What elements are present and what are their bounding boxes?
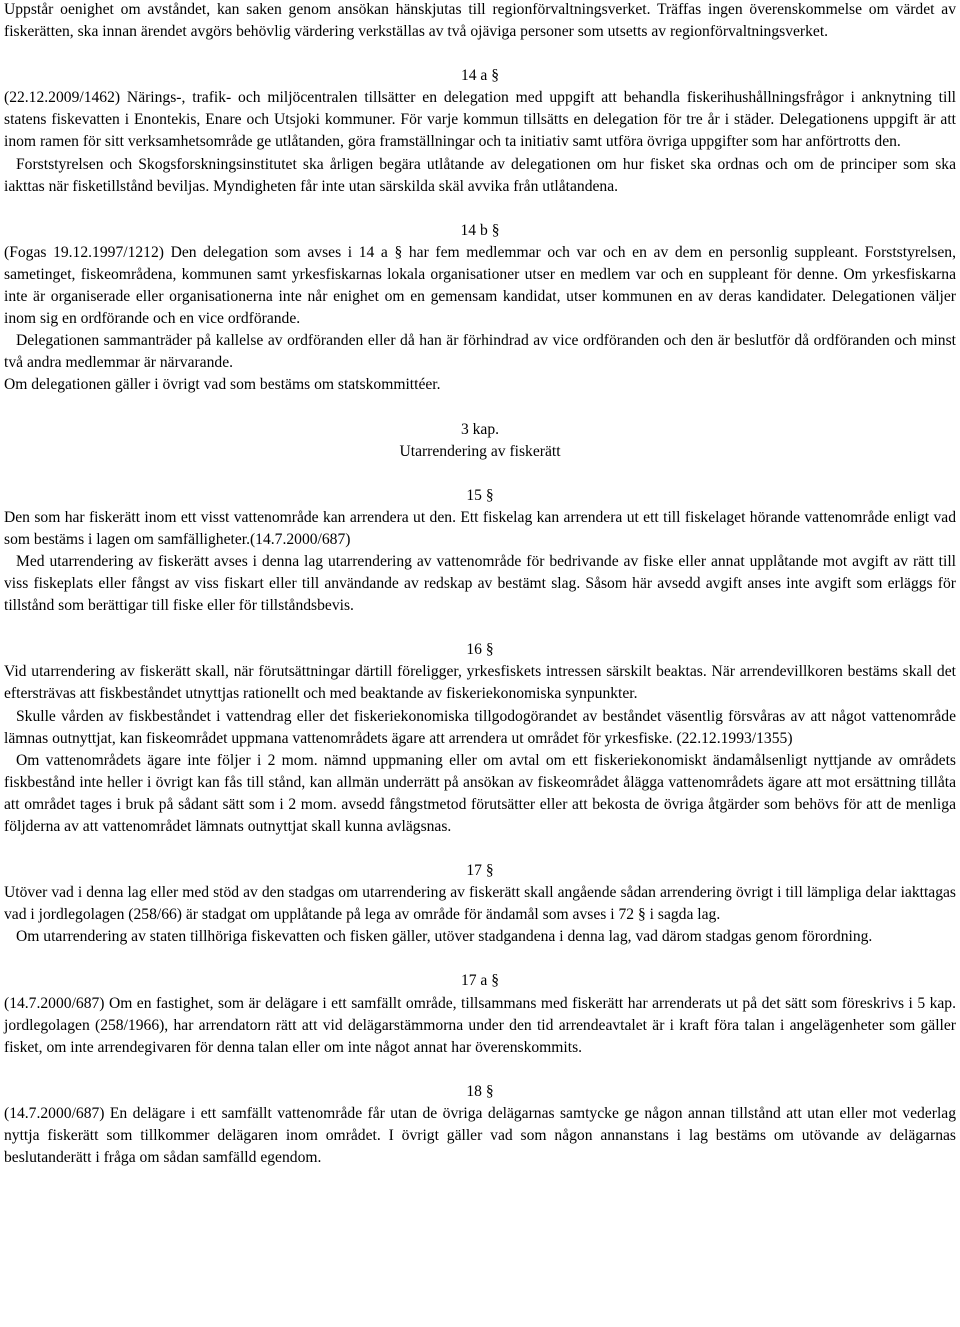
chapter-title: Utarrendering av fiskerätt: [399, 442, 561, 460]
document-page: [4, 0, 956, 1169]
section-heading-15: 15 §: [466, 486, 494, 504]
section-heading-17: 17 §: [466, 862, 494, 880]
paragraph-15-1: Den som har fiskerätt inom ett visst vattenområde kan arrendera ut den. Ett fiskelag kan arrendera ut ett till fiskelaget hörande vattenområde enligt vad som bestäms i lagen om samfälligheter.(14.7.2000/687): [4, 508, 956, 548]
paragraph-14b-2: Delegationen sammanträder på kallelse av ordföranden eller då han är förhindrad av vice ordföranden och den är beslutför då ordföranden och minst två andra medlemmar är närvarande.: [4, 332, 956, 372]
section-heading-16: 16 §: [466, 641, 494, 659]
paragraph-14b-1: (Fogas 19.12.1997/1212) Den delegation som avses i 14 a § har fem medlemmar och var och en av dem en personlig suppleant. Forststyrelsen, sametinget, fiskeområdena, kommunen samt yrkesfiskarnas lokala organisationer utser en medlem var och en suppleant för denne. Om yrkesfiskarna inte är organiserade eller organisationerna inte når enighet om en gemensam kandidat, utser kommunen en av deras kandidater. Delegationen väljer inom sig en ordförande och en vice ordförande.: [4, 243, 956, 328]
paragraph-15-2: Med utarrendering av fiskerätt avses i denna lag utarrendering av vattenområde för bedrivande av fiske eller annat upplåtande mot avgift av rätt till viss fiskeplats eller fångst av viss fiskart eller till användande av redskap av bestämt slag. Såsom här avsedd avgift anses inte avgift som erläggs för tillstånd som berättigar till fiske eller för tillståndsbevis.: [4, 552, 956, 615]
paragraph-18-1: (14.7.2000/687) En delägare i ett samfällt vattenområde får utan de övriga delägarnas samtycke ge någon annan tillstånd att utan eller mot vederlag nyttja fiskerätt som tillkommer delägaren inom området. I övrigt gäller vad som någon annanstans i lag bestäms om utövande av delägarnas beslutanderätt i fråga om sådan samfälld egendom.: [4, 1104, 956, 1167]
paragraph-16-3: Om vattenområdets ägare inte följer i 2 mom. nämnd uppmaning eller om avtal om ett fiskeriekonomiskt ändamålsenligt nyttjande av områdets fiskbestånd inte heller i övrigt kan fås till stånd, kan allmän underrätt på ansökan av fiskeområdet ålägga vattenområdets ägare att mot ersättning tillåta att området tages i bruk på sådant sätt som i 2 mom. avsedd fångstmetod förutsätter eller att bekosta de övriga åtgärder som behövs för att de menliga följderna av att vattenområdet lämnats outnyttjat skall kunna avlägsnas.: [4, 751, 956, 835]
paragraph-17-2: Om utarrendering av staten tillhöriga fiskevatten och fisken gäller, utöver stadgandena i denna lag, vad därom stadgas genom förordning.: [16, 928, 873, 946]
paragraph-17a-1: (14.7.2000/687) Om en fastighet, som är delägare i ett samfällt område, tillsammans med fiskerätt har arrenderats ut på det sätt som föreskrivs i 5 kap. jordlegolagen (258/1966), har arrendatorn rätt att vid delägarstämmorna under den tid arrendeavtalet är i kraft föra talan i angelägenheter som gäller fisket, om inte arrendegivaren för denna talan eller om inte något annat har överenskommits.: [4, 994, 956, 1056]
chapter-number: 3 kap.: [460, 420, 500, 438]
paragraph-17-1: Utöver vad i denna lag eller med stöd av den stadgas om utarrendering av fiskerätt skall angående sådan arrendering övrigt i till lämpliga delar iakttagas vad i jordlegolagen (258/66) är stadgat om upplåtande på lega av område för ändamål som avses i 72 § i sagda lag.: [4, 884, 956, 924]
section-heading-14b: 14 b §: [460, 221, 500, 239]
paragraph-16-2: Skulle vården av fiskbeståndet i vattendrag eller det fiskeriekonomiska tillgodogörandet av beståndet väsentlig försvåras av att något vattenområde lämnas outnyttjat, kan fiskeområdet uppmana vattenområdets ägare att arrendera ut området för yrkesfiske. (22.12.1993/1355): [4, 707, 956, 747]
paragraph-14b-3: Om delegationen gäller i övrigt vad som bestäms om statskommittéer.: [4, 376, 441, 394]
section-heading-17a: 17 a §: [460, 972, 500, 990]
paragraph-16-1: Vid utarrendering av fiskerätt skall, när förutsättningar därtill föreligger, yrkesfiskets intressen särskilt beaktas. När arrendevillkoren bestäms skall det eftersträvas att fiskbeståndet utnyttjas rationellt och med beaktande av fiskeriekonomiska synpunkter.: [4, 663, 956, 703]
paragraph-14a-2: Forststyrelsen och Skogsforskningsinstitutet ska årligen begära utlåtande av delegationen om hur fisket ska ordnas och om de principer som ska iakttas när fisketillstånd beviljas. Myndigheten får inte utan särskilda skäl avvika från utlåtandena.: [4, 155, 956, 195]
paragraph-opening: Uppstår oenighet om avståndet, kan saken genom ansökan hänskjutas till regionförvaltningsverket. Träffas ingen överenskommelse om värdet av fiskerätten, ska innan ärendet avgörs behövlig värdering verkställas av två ojäviga personer som utsetts av regionförvaltningsverket.: [4, 1, 956, 41]
paragraph-14a-1: (22.12.2009/1462) Närings-, trafik- och miljöcentralen tillsätter en delegation med uppgift att behandla fiskerihushållningsfrågor i anknytning till statens fiskevatten i Enontekis, Enare och Utsjoki kommuner. För varje kommun tillsätts en delegation för tre år i städer. Delegationens uppgift är att inom ramen för sitt verksamhetsområde ge utlåtanden, göra framställningar och ta initiativ samt utföra övriga uppgifter som har anförtrotts den.: [4, 89, 956, 151]
section-heading-18: 18 §: [466, 1082, 494, 1100]
section-heading-14a: 14 a §: [460, 67, 500, 85]
